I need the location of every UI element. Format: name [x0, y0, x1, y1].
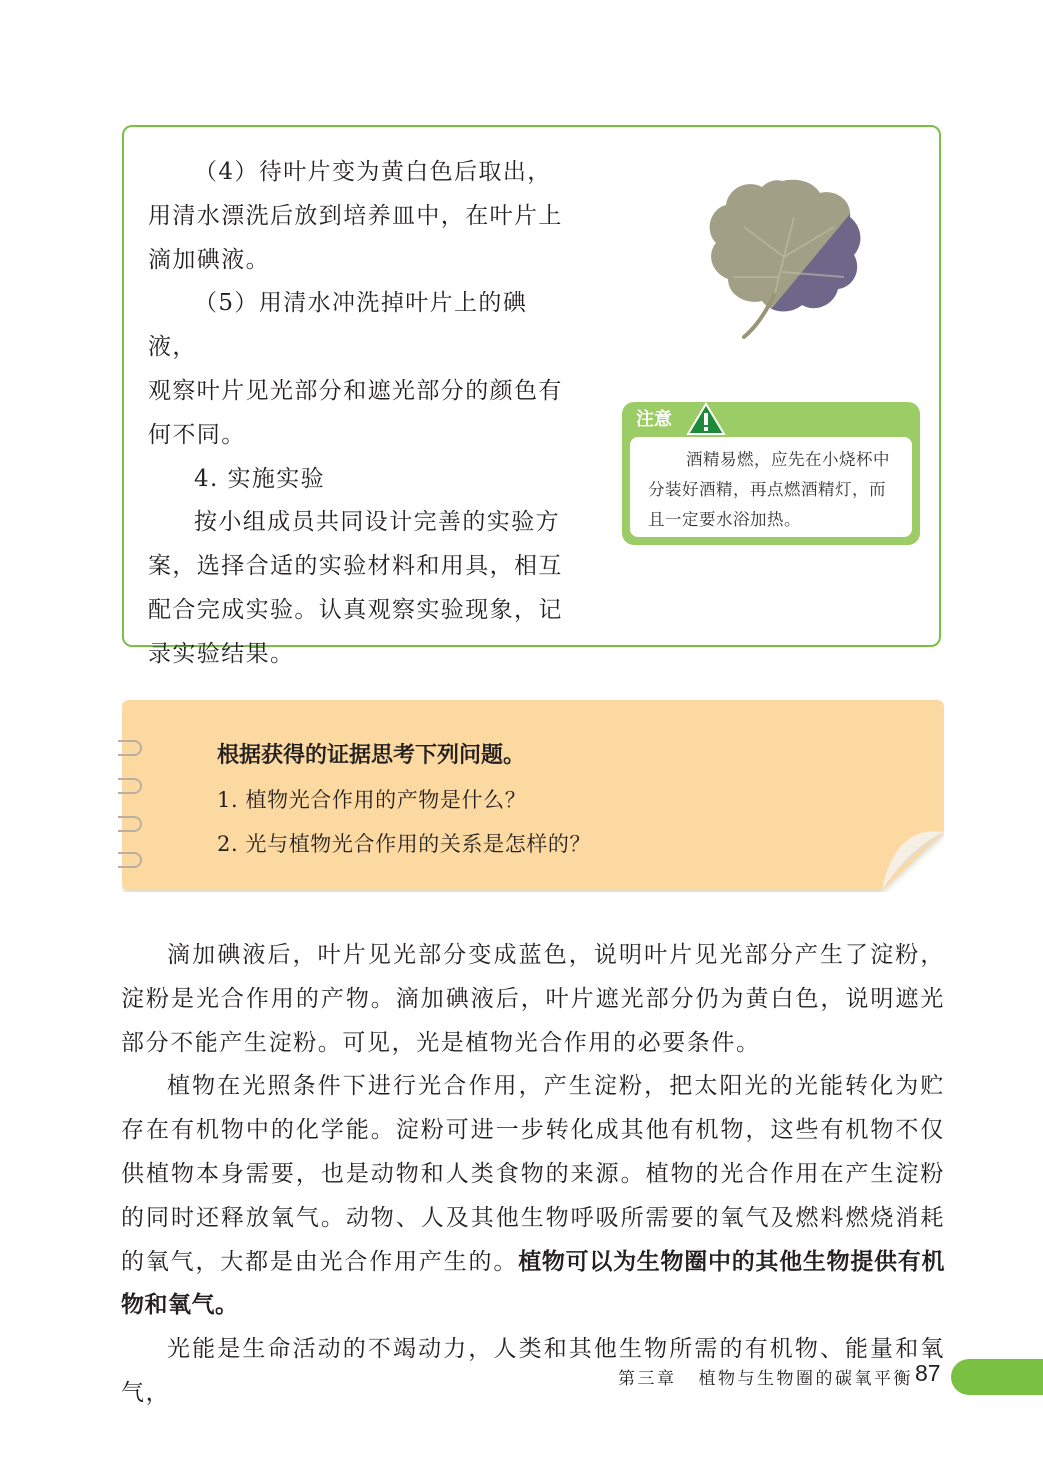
- section-paragraph-line: 录实验结果。: [148, 640, 295, 667]
- body-text: [121, 934, 945, 1416]
- step-5-line: 何不同。: [148, 421, 246, 448]
- step-5-line: 观察叶片见光部分和遮光部分的颜色有: [148, 377, 563, 404]
- experiment-box: [122, 125, 941, 667]
- page-tab-decoration: [951, 1359, 1043, 1395]
- warning-icon: [686, 402, 726, 436]
- note-body: [630, 437, 912, 537]
- chapter-title: 植物与生物圈的碳氧平衡: [698, 1369, 913, 1389]
- body-paragraph: 滴加碘液后，叶片见光部分变成蓝色，说明叶片见光部分产生了淀粉，淀粉是光合作用的产物。滴加碘液后，叶片遮光部分仍为黄白色，说明遮光部分不能产生淀粉。可见，光是植物光合作用的必要条件。: [121, 942, 945, 1056]
- experiment-text: [148, 151, 568, 677]
- section-paragraph-line: 案，选择合适的实验材料和用具，相互: [148, 553, 563, 580]
- step-4-line: 滴加碘液。: [148, 246, 270, 273]
- step-4-line: 用清水漂洗后放到培养皿中，在叶片上: [148, 202, 563, 229]
- step-5-line: （5）用清水冲洗掉叶片上的碘液，: [148, 290, 528, 361]
- body-paragraph: [121, 1065, 945, 1328]
- binder-ring: [118, 816, 142, 832]
- chapter-label: 第三章: [618, 1369, 677, 1389]
- note-box: [622, 402, 920, 545]
- binder-ring: [118, 778, 142, 794]
- leaf-illustration: [704, 177, 864, 342]
- note-text: 酒精易燃，应先在小烧杯中分装好酒精，再点燃酒精灯，而且一定要水浴加热。: [648, 450, 890, 529]
- note-title: 注意: [636, 409, 672, 430]
- question-card: [122, 700, 944, 892]
- question-item: 1. 植物光合作用的产物是什么？: [217, 788, 527, 812]
- page-number: 87: [915, 1360, 941, 1386]
- binder-ring: [118, 852, 142, 868]
- body-paragraph-text: 植物在光照条件下进行光合作用，产生淀粉，把太阳光的光能转化为贮存在有机物中的化学能。淀粉可进一步转化成其他有机物，这些有机物不仅供植物本身需要，也是动物和人类食物的来源。植物的光合作用在产生淀粉的同时还释放氧气。动物、人及其他生物呼吸所需要的氧气及燃料燃烧消耗的氧气，大都是由光合作用产生的。: [121, 1073, 945, 1275]
- binder-ring: [118, 740, 142, 756]
- question-item: 2. 光与植物光合作用的关系是怎样的？: [217, 832, 592, 856]
- section-heading: 4. 实施实验: [194, 465, 326, 492]
- section-paragraph-line: 按小组成员共同设计完善的实验方: [194, 509, 560, 536]
- key-conclusion: 植物可以为生物圈中的其他生物提供有机物和氧气。: [121, 1248, 945, 1319]
- step-4-line: （4）待叶片变为黄白色后取出，: [194, 159, 552, 185]
- question-list: [217, 734, 817, 866]
- running-footer: [618, 1364, 913, 1389]
- body-paragraph: 光能是生命活动的不竭动力，人类和其他生物所需的有机物、能量和氧气，: [121, 1336, 945, 1406]
- section-paragraph-line: 配合完成实验。认真观察实验现象，记: [148, 596, 563, 623]
- question-title: 根据获得的证据思考下列问题。: [217, 743, 526, 768]
